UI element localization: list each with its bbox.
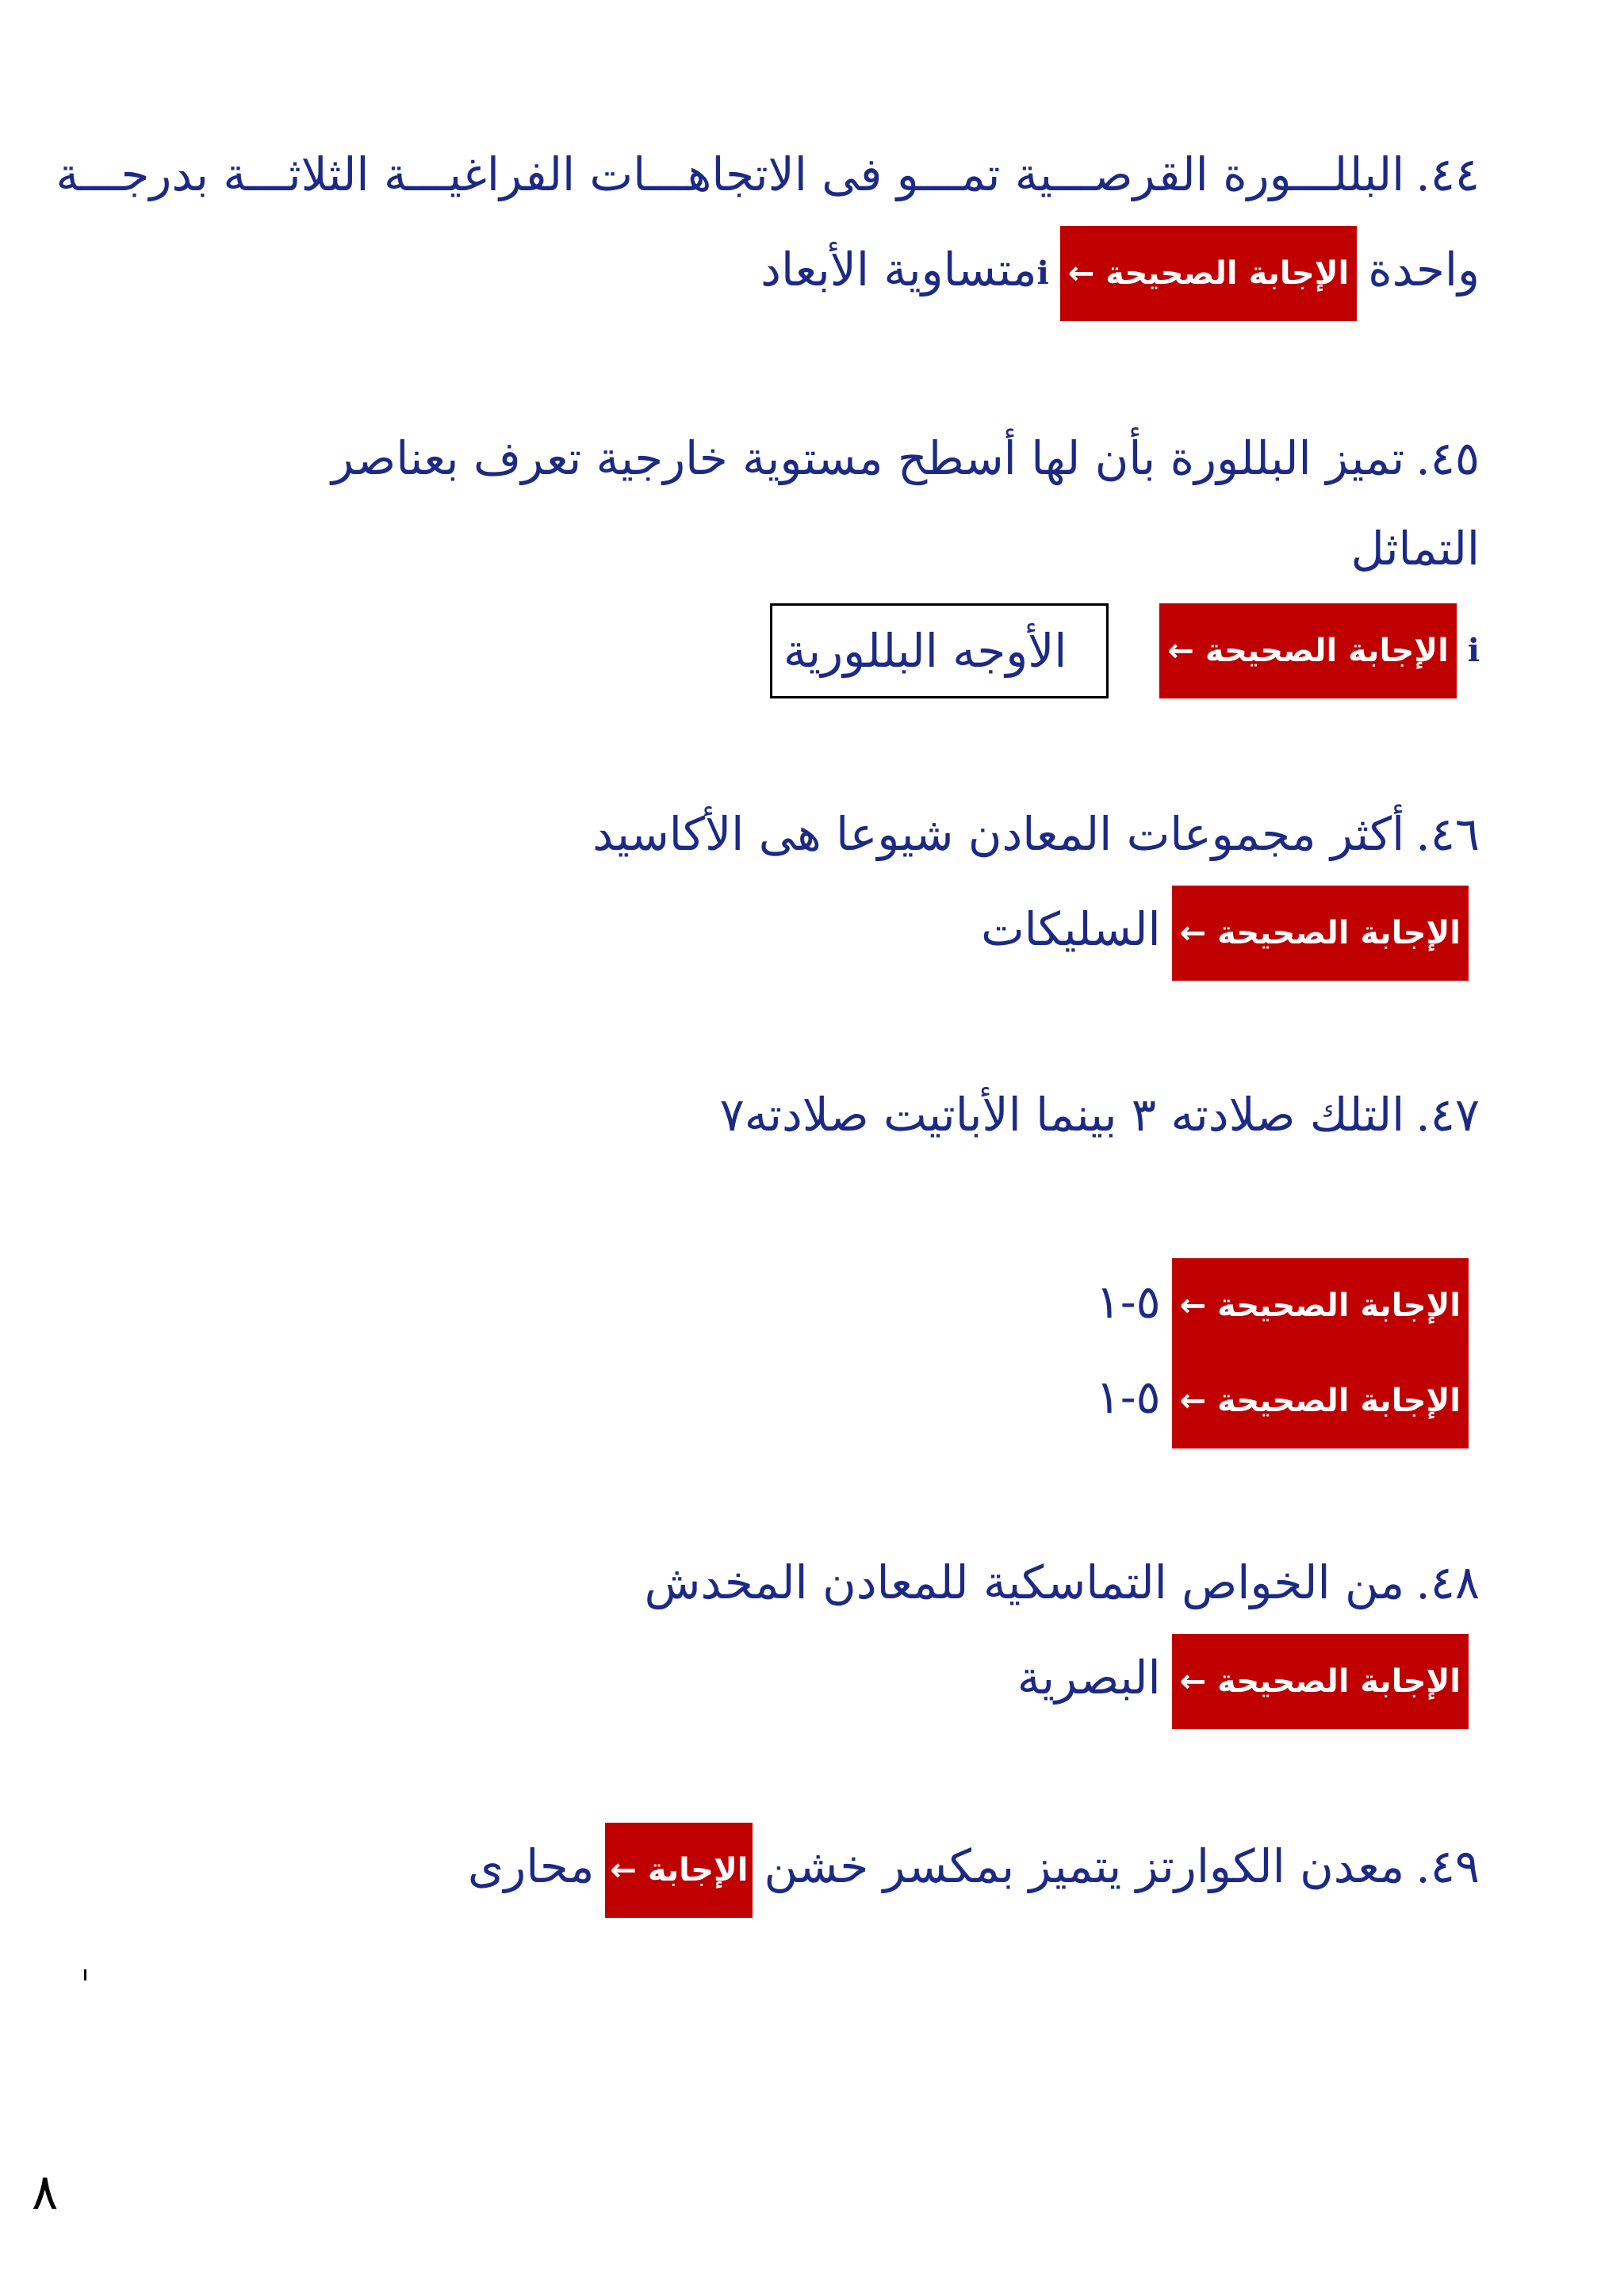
answer-44 [132, 222, 1480, 317]
answer-text: محارى [467, 1839, 595, 1893]
answer-45 [132, 599, 1480, 695]
question-number: ٤٩. [1415, 1839, 1480, 1893]
question-text: البللـــورة القرصـــية تمـــو فى الاتجاهـــات الفراغيـــة الثلاثـــة بدرجـــة [56, 147, 1405, 201]
question-number: ٤٦. [1415, 807, 1480, 861]
option-marker: i [1036, 254, 1049, 292]
question-text: تميز البللورة بأن لها أسطح مستوية خارجية تعرف بعناصر [331, 431, 1405, 485]
stray-mark [84, 1969, 86, 1980]
answer-text: ٥-١ [1095, 1275, 1161, 1329]
answer-text: السليكات [981, 902, 1161, 956]
page-number: ٨ [32, 2163, 59, 2221]
question-number: ٤٨. [1415, 1556, 1480, 1609]
answer-47-b [132, 1349, 1480, 1445]
question-49 [132, 1819, 1480, 1914]
question-47 [132, 1067, 1480, 1162]
question-45-line-2 [132, 501, 1480, 596]
question-45 [132, 411, 1480, 506]
question-46 [132, 786, 1480, 882]
question-text: معدن الكوارتز يتميز بمكسر خشن [764, 1839, 1405, 1893]
correct-answer-badge: الإجابة الصحيحة ← [1172, 1353, 1469, 1448]
answer-46 [132, 882, 1480, 977]
correct-answer-badge: الإجابة الصحيحة ← [1172, 1634, 1469, 1729]
answer-box: الأوجه البللورية [770, 603, 1109, 698]
answer-text: البصرية [1017, 1651, 1161, 1705]
question-text: التلك صلادته ٣ بينما الأباتيت صلادته٧ [719, 1088, 1405, 1142]
question-text: من الخواص التماسكية للمعادن المخدش [644, 1556, 1405, 1609]
correct-answer-badge: الإجابة الصحيحة ← [1172, 1258, 1469, 1353]
question-text-continuation: واحدة [1368, 243, 1480, 297]
question-48 [132, 1535, 1480, 1630]
question-text: أكثر مجموعات المعادن شيوعا هى الأكاسيد [592, 807, 1405, 861]
answer-47-a [132, 1254, 1480, 1349]
correct-answer-badge: الإجابة الصحيحة ← [1060, 226, 1357, 321]
question-number: ٤٤. [1415, 147, 1480, 201]
answer-badge: الإجابة ← [605, 1823, 753, 1918]
correct-answer-badge: الإجابة الصحيحة ← [1159, 603, 1456, 698]
question-number: ٤٧. [1415, 1088, 1480, 1142]
answer-text: ٥-١ [1095, 1370, 1161, 1424]
correct-answer-badge: الإجابة الصحيحة ← [1172, 886, 1469, 981]
answer-text: متساوية الأبعاد [760, 243, 1037, 297]
question-number: ٤٥. [1415, 431, 1480, 485]
question-44 [56, 127, 1480, 222]
answer-48 [132, 1630, 1480, 1725]
question-text: التماثل [1350, 522, 1480, 576]
option-marker: i [1467, 631, 1480, 669]
